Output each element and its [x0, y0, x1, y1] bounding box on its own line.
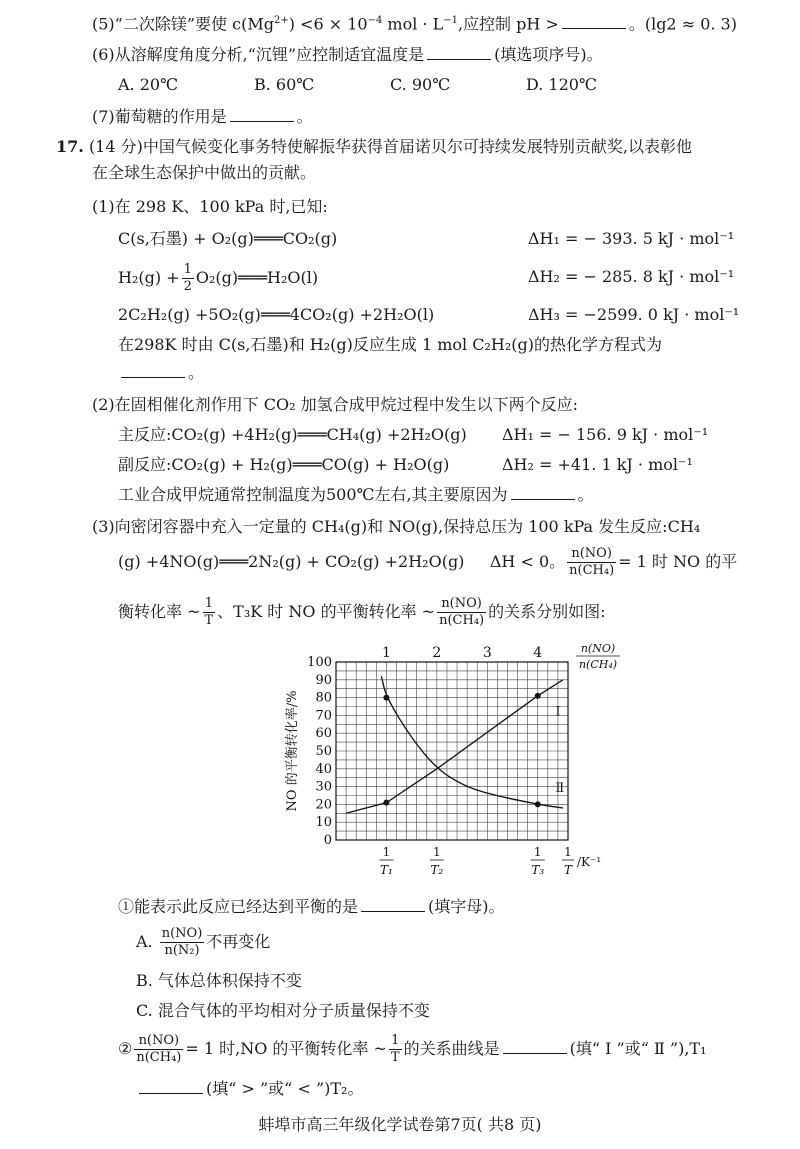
bottom-axis-label-den: T	[563, 863, 573, 877]
p1-ask: 在298K 时由 C(s,石墨)和 H₂(g)反应生成 1 mol C₂H₂(g)的热化学方程式为	[118, 335, 662, 354]
bottom-axis-unit: /K⁻¹	[577, 855, 602, 869]
dh1: ΔH₁ = − 393. 5 kJ · mol⁻¹	[528, 229, 735, 248]
p2-intro: (2)在固相催化剂作用下 CO₂ 加氢合成甲烷过程中发生以下两个反应:	[92, 395, 579, 414]
chart-curves	[346, 676, 563, 813]
p1-intro: (1)在 298 K、100 kPa 时,已知:	[92, 197, 328, 216]
q6-options	[118, 74, 662, 96]
y-tick-label: 80	[315, 690, 332, 706]
half-fraction: $\frac{1}{2}$	[183, 262, 192, 294]
top-tick-label: 3	[482, 645, 492, 661]
series-label: Ⅰ	[555, 704, 561, 720]
top-tick-label: 4	[533, 645, 543, 661]
y-tick-label: 40	[315, 761, 332, 777]
top-axis-label-den: n(CH₄)	[578, 658, 618, 671]
eq2: H₂(g) + $\frac{1}{2}$ O₂(g)═══H₂O(l)	[118, 262, 319, 294]
y-tick-label: 10	[315, 815, 332, 831]
bottom-tick-num: 1	[533, 845, 542, 859]
data-point	[383, 800, 389, 806]
sub1-line: ①能表示此反应已经达到平衡的是 (填字母)。	[118, 897, 505, 916]
p3-line1: (3)向密闭容器中充入一定量的 CH₄(g)和 NO(g),保持总压为 100 kPa 发生反应:CH₄	[92, 517, 701, 536]
y-tick-label: 90	[315, 672, 332, 688]
bottom-tick-num: 1	[382, 845, 391, 859]
bottom-tick-num: 1	[433, 845, 441, 859]
y-tick-label: 30	[315, 779, 332, 795]
chart-grid	[336, 662, 568, 840]
top-tick-label: 2	[432, 645, 442, 661]
top-axis-label-num: n(NO)	[580, 642, 616, 655]
chart-labels	[285, 642, 620, 877]
data-point	[383, 695, 389, 701]
y-tick-label: 70	[315, 708, 332, 724]
answer-blank[interactable]	[562, 14, 626, 29]
side-reaction: 副反应:CO₂(g) + H₂(g)═══CO(g) + H₂O(g)	[118, 455, 450, 474]
sub2-line: ② $\frac{n(NO)}{\text{n(CH₄)}}$ = 1 时,NO 的平衡转化率 ~ $\frac{1}{T}$ 的关系曲线是 (填“ Ⅰ ”或“ Ⅱ ”),T₁	[118, 1033, 707, 1065]
p2-ask: 工业合成甲烷通常控制温度为500℃左右,其主要原因为 。	[118, 485, 594, 504]
y-tick-label: 60	[315, 726, 332, 742]
y-tick-label: 100	[307, 655, 332, 670]
answer-blank[interactable]	[427, 45, 491, 60]
data-point	[535, 693, 541, 699]
y-axis-label: NO 的平衡转化率/%	[285, 690, 300, 812]
option-b: B. 60℃	[254, 75, 315, 94]
p3-line2: (g) +4NO(g)═══2N₂(g) + CO₂(g) +2H₂O(g) ΔH < 0。 $\frac{n(NO)}{\text{n(CH₄)}}$ = 1 时 NO 的平	[118, 546, 738, 578]
dh2: ΔH₂ = − 285. 8 kJ · mol⁻¹	[528, 267, 735, 286]
answer-blank[interactable]	[503, 1039, 567, 1054]
eq3: 2C₂H₂(g) +5O₂(g)═══4CO₂(g) +2H₂O(l)	[118, 305, 435, 324]
answer-blank[interactable]	[361, 897, 425, 912]
inverse-t-fraction: $\frac{1}{T}$	[204, 596, 214, 628]
ratio-fraction-2: $\frac{n(NO)}{\text{n(CH₄)}}$	[439, 596, 485, 628]
y-tick-label: 20	[315, 797, 332, 813]
p3-line3: 衡转化率 ~ $\frac{1}{T}$ 、T₃K 时 NO 的平衡转化率 ~ $\frac{n(NO)}{\text{n(CH₄)}}$ 的关系分别如图:	[118, 596, 606, 628]
bottom-tick-den: T₃	[531, 863, 545, 877]
option-a-fraction: $\frac{n(NO)}{\text{n(N₂)}}$	[161, 926, 203, 958]
option-a: A. 20℃	[118, 75, 178, 94]
side-dh: ΔH₂ = +41. 1 kJ · mol⁻¹	[502, 455, 693, 474]
p1-answer: 。	[118, 362, 204, 384]
q17-header-cont: 在全球生态保护中做出的贡献。	[92, 163, 317, 182]
y-tick-label: 0	[323, 833, 332, 848]
option-a-line: A. $\frac{n(NO)}{\text{n(N₂)}}$ 不再变化	[136, 926, 271, 958]
option-b-line: B. 气体总体积保持不变	[136, 971, 302, 990]
option-c-line: C. 混合气体的平均相对分子质量保持不变	[136, 1001, 430, 1020]
dh3: ΔH₃ = −2599. 0 kJ · mol⁻¹	[528, 305, 740, 324]
q17-header: 17. (14 分)中国气候变化事务特使解振华获得首届诺贝尔可持续发展特别贡献奖,以表彰他	[56, 137, 692, 156]
sub2-line2: (填“ > ”或“ < ”)T₂。	[136, 1078, 363, 1100]
series-label: Ⅱ	[555, 780, 565, 796]
bottom-axis-label-num: 1	[564, 845, 572, 859]
data-point	[535, 801, 541, 807]
bottom-tick-den: T₁	[380, 863, 393, 877]
page-footer: 蚌埠市高三年级化学试卷第7页( 共8 页)	[258, 1115, 542, 1134]
eq1: C(s,石墨) + O₂(g)═══CO₂(g)	[118, 229, 338, 248]
option-d: D. 120℃	[526, 75, 597, 94]
ratio-fraction: $\frac{n(NO)}{\text{n(CH₄)}}$	[569, 546, 615, 578]
answer-blank[interactable]	[511, 485, 575, 500]
y-tick-label: 50	[315, 744, 332, 759]
top-tick-label: 1	[381, 645, 391, 661]
q5-line: (5)“二次除镁”要使 $c(Mg^{2+}) <6 \times 10^{-4}$ mol · $L^{-1}$,应控制 pH > 。(lg2 ≈ 0. 3)	[92, 14, 737, 34]
main-dh: ΔH₁ = − 156. 9 kJ · mol⁻¹	[502, 425, 709, 444]
curve-I	[346, 680, 563, 814]
sub2-ratio-fraction: $\frac{n(NO)}{\text{n(CH₄)}}$	[136, 1033, 182, 1065]
conversion-chart	[278, 640, 638, 880]
q6-line: (6)从溶解度角度分析,“沉锂”应控制适宜温度是 (填选项序号)。	[92, 45, 603, 64]
sub2-inverse-t-fraction: $\frac{1}{T}$	[390, 1033, 400, 1065]
main-reaction: 主反应:CO₂(g) +4H₂(g)═══CH₄(g) +2H₂O(g)	[118, 425, 467, 444]
bottom-tick-den: T₂	[430, 863, 444, 877]
answer-blank[interactable]	[230, 107, 294, 122]
answer-blank[interactable]	[121, 363, 185, 378]
q7-line: (7)葡萄糖的作用是 。	[92, 107, 313, 126]
answer-blank[interactable]	[139, 1079, 203, 1094]
option-c: C. 90℃	[390, 75, 451, 94]
